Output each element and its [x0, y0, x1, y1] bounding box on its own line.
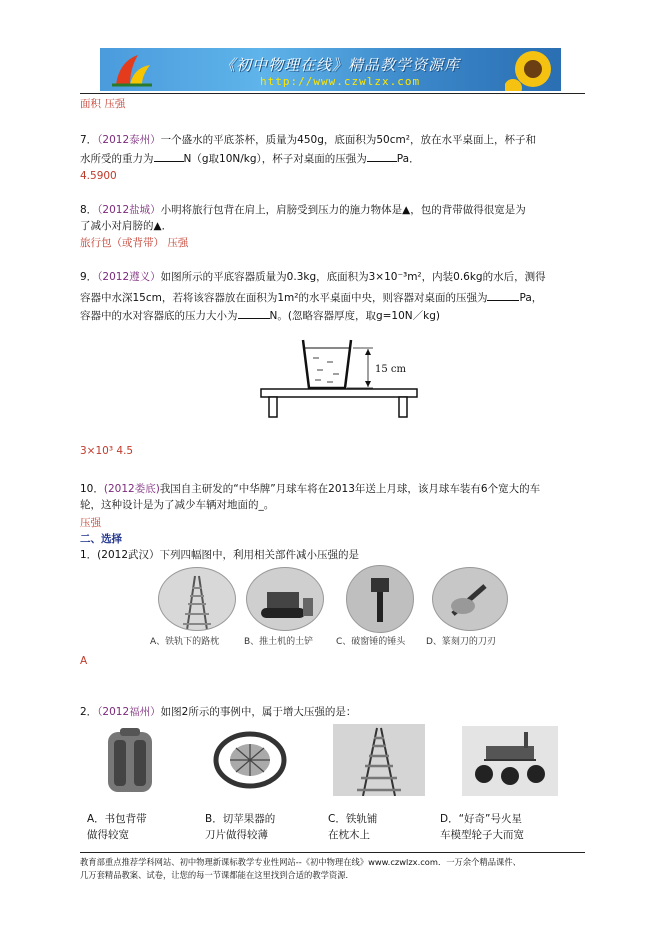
q9-text3a: 容器中的水对容器底的压力大小为 — [80, 310, 238, 322]
q7-text2a: 水所受的重力为 — [80, 153, 154, 165]
q7-line1 — [80, 133, 536, 147]
sunflower-icon — [505, 48, 561, 91]
q9-source: （2012遵义） — [97, 271, 161, 283]
mc2-option-d — [440, 812, 524, 842]
q10-answer: 压强 — [80, 517, 101, 529]
q10-num: 10． — [80, 483, 104, 495]
mc2-num: 2． — [80, 706, 98, 718]
mc2-option-c-line1: C．铁轨铺 — [328, 813, 378, 825]
carving-knife-photo — [432, 567, 508, 631]
mars-rover-photo — [462, 726, 558, 796]
q10-line2: 轮，这种设计是为了减少车辆对地面的_。 — [80, 499, 275, 511]
mc1-caption-a: A、铁轨下的路枕 — [150, 637, 220, 647]
mc1-answer: A — [80, 655, 88, 667]
q9-blank-1[interactable] — [487, 289, 519, 301]
q8-num: 8． — [80, 204, 98, 216]
q7-text1: 一个盛水的平底茶杯，质量为450g，底面积为50cm²，放在水平桌面上，杯子和 — [160, 134, 536, 146]
section-heading: 二、选择 — [80, 533, 122, 545]
bulldozer-photo — [246, 567, 324, 631]
q9-text3b: N。(忽略容器厚度，取g=10N／kg) — [269, 310, 440, 322]
container-walls — [303, 340, 351, 388]
q9-figure-label: 15 cm — [375, 364, 406, 375]
table-leg-right — [399, 397, 407, 417]
q9-line3 — [80, 307, 440, 323]
q7-line2 — [80, 150, 420, 166]
q7-answer: 4.5900 — [80, 170, 117, 182]
mc2-option-d-line2: 车模型轮子大而宽 — [440, 829, 524, 841]
q8-line2: 了减小对肩膀的▲． — [80, 220, 173, 232]
q7-text2c: Pa． — [396, 153, 420, 165]
site-logo-icon — [108, 51, 156, 89]
mc1-caption-d: D、篆刻刀的刀刃 — [426, 637, 496, 647]
table-leg-left — [269, 397, 277, 417]
mc1-stem: 1．(2012武汉）下列四幅图中，利用相关部件减小压强的是 — [80, 549, 359, 561]
q9-answer: 3×10³ 4.5 — [80, 445, 134, 457]
q9-figure — [255, 334, 420, 436]
mc2-option-b-line2: 刀片做得较薄 — [205, 829, 268, 841]
header-banner — [100, 48, 561, 91]
banner-title: 《初中物理在线》精品教学资源库 — [220, 56, 461, 74]
footer-line2: 几万套精品教案、试卷，让您的每一节课都能在这里找到合适的教学资源． — [80, 870, 354, 880]
mc2-option-a-line2: 做得较宽 — [87, 829, 129, 841]
q9-blank-2[interactable] — [238, 307, 270, 319]
q7-text2b: N（g取10N/kg），杯子对桌面的压强为 — [183, 153, 367, 165]
q9-line2 — [80, 289, 542, 305]
hammer-photo — [346, 565, 414, 633]
q9-text2a: 容器中水深15cm，若将该容器放在面积为1m²的水平桌面中央，则容器对桌面的压强为 — [80, 292, 488, 304]
q10-text1: 我国自主研发的“中华牌”月球车将在2013年送上月球，该月球车装有6个宽大的车 — [159, 483, 541, 495]
q9-num: 9． — [80, 271, 98, 283]
apple-slicer-photo — [210, 730, 290, 790]
mc2-option-b — [205, 812, 275, 842]
mc1-figure — [150, 565, 510, 649]
mc2-text: 如图2所示的事例中，属于增大压强的是： — [160, 706, 357, 718]
mc2-option-c-line2: 在枕木上 — [328, 829, 370, 841]
q10-source: (2012娄底) — [103, 483, 160, 495]
mc1-caption-b: B、推土机的土铲 — [244, 637, 314, 647]
q9-text2b: Pa， — [519, 292, 543, 304]
header-rule — [80, 93, 585, 94]
footer-line1: 教育部重点推荐学科网站、初中物理新课标教学专业性网站--《初中物理在线》www.czwlzx.com．一万余个精品课件、 — [80, 857, 521, 867]
railway-track-photo — [333, 724, 425, 796]
water-lines — [313, 358, 339, 382]
mc2-source: （2012福州） — [97, 706, 161, 718]
q7-blank-2[interactable] — [367, 150, 397, 162]
mc2-option-a-line1: A．书包背带 — [87, 813, 147, 825]
q7-num: 7． — [80, 134, 98, 146]
mc2-option-b-line1: B．切苹果器的 — [205, 813, 276, 825]
q8-line1 — [80, 203, 526, 217]
mc2-option-a — [87, 812, 147, 842]
q7-blank-1[interactable] — [154, 150, 184, 162]
mc2-option-c — [328, 812, 377, 842]
q8-text1: 小明将旅行包背在肩上，肩膀受到压力的施力物体是▲，包的背带做得很宽是为 — [160, 204, 526, 216]
q8-source: （2012盐城） — [97, 204, 161, 216]
mc1-caption-c: C、破窗锤的锤头 — [336, 637, 406, 647]
mc2-stem — [80, 705, 356, 719]
footer-rule — [80, 852, 585, 853]
q9-text1: 如图所示的平底容器质量为0.3kg，底面积为3×10⁻³m²，内装0.6kg的水后，测得 — [160, 271, 546, 283]
backpack-photo — [100, 726, 160, 796]
railway-photo — [158, 567, 236, 631]
q9-line1 — [80, 270, 546, 284]
mc2-option-d-line1: D．“好奇”号火星 — [440, 813, 522, 825]
q10-line1 — [80, 482, 540, 496]
answer-top: 面积 压强 — [80, 98, 126, 110]
table-top — [261, 389, 417, 397]
q7-source: （2012泰州） — [97, 134, 161, 146]
q8-answer: 旅行包（或背带） 压强 — [80, 237, 189, 249]
banner-url[interactable]: http://www.czwlzx.com — [260, 75, 421, 88]
